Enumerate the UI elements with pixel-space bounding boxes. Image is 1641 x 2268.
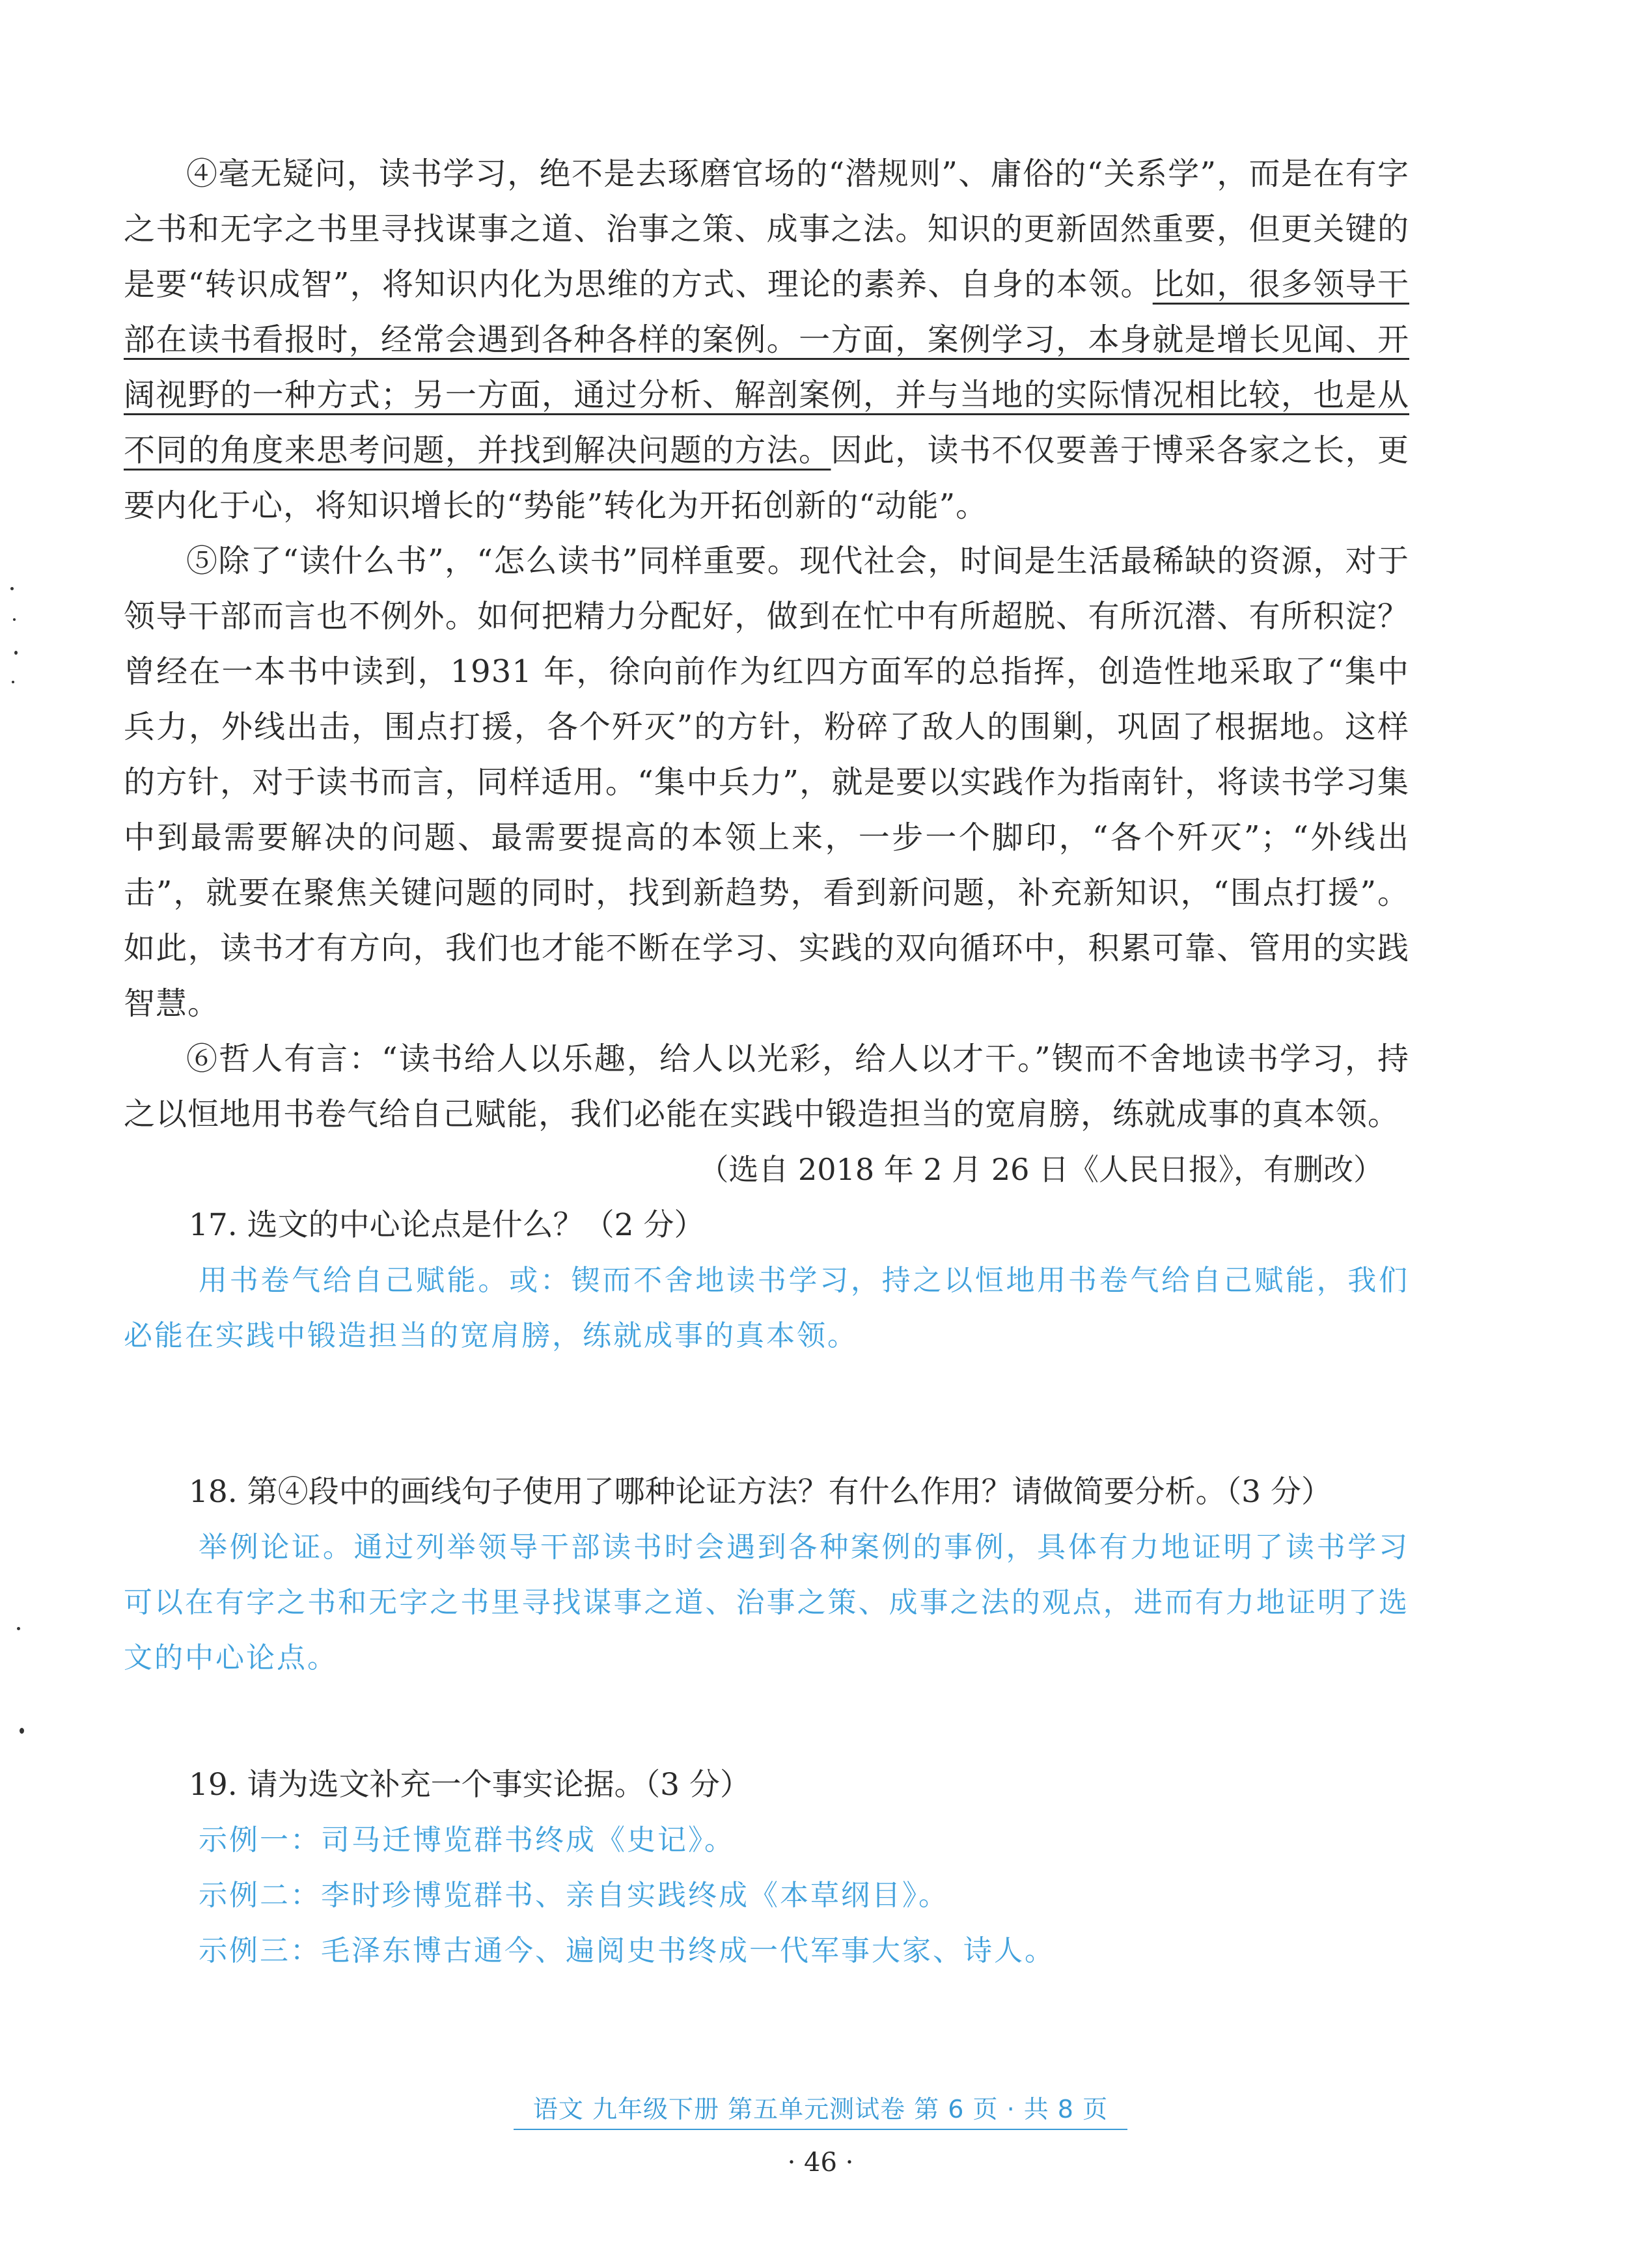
- question-19: 19. 请为选文补充一个事实论据。（3 分）: [189, 1767, 751, 1803]
- paragraph-5: ⑤除了“读什么书”，“怎么读书”同样重要。现代社会，时间是生活最稀缺的资源，对于领导干部而言也不例外。如何把精力分配好，做到在忙中有所超脱、有所沉潜、有所积淀？曾经在一本书中读到，1931 年，徐向前作为红四方面军的总指挥，创造性地采取了“集中兵力，外线出击，围点打援，各个歼灭”的方针，粉碎了敌人的围剿，巩固了根据地。这样的方针，对于读书而言，同样适用。“集中兵力”，就是要以实践作为指南针，将读书学习集中到最需要解决的问题、最需要提高的本领上来，一步一个脚印，“各个歼灭”；“外线出击”，就要在聚焦关键问题的同时，找到新趋势，看到新问题，补充新知识，“围点打援”。如此，读书才有方向，我们也才能不断在学习、实践的双向循环中，积累可靠、管用的实践智慧。: [124, 543, 1409, 1022]
- answer-space: [124, 1363, 1409, 1464]
- document-page: [124, 146, 1409, 1978]
- question-18: 18. 第④段中的画线句子使用了哪种论证方法？有什么作用？请做简要分析。（3 分）: [189, 1474, 1332, 1510]
- scan-speck: [17, 1627, 20, 1630]
- scan-speck: [14, 651, 18, 655]
- scan-speck: [20, 1728, 24, 1734]
- answer-space: [124, 1686, 1409, 1757]
- footer-info: 语文 九年级下册 第五单元测试卷 第 6 页 · 共 8 页: [514, 2089, 1127, 2130]
- answer-19-example-3: 示例三：毛泽东博古通今、遍阅史书终成一代军事大家、诗人。: [199, 1934, 1055, 1967]
- answer-19-example-2: 示例二：李时珍博览群书、亲自实践终成《本草纲目》。: [199, 1879, 949, 1912]
- underlined-sentence: 比如，很多领导干部在读书看报时，经常会遇到各种各样的案例。一方面，案例学习，本身就是增长见闻、开阔视野的一种方式；另一方面，通过分析、解剖案例，并与当地的实际情况相比较，也是从不同的角度来思考问题，并找到解决问题的方法。: [124, 266, 1409, 469]
- paragraph-6: ⑥哲人有言：“读书给人以乐趣，给人以光彩，给人以才干。”锲而不舍地读书学习，持之以恒地用书卷气给自己赋能，我们必能在实践中锻造担当的宽肩膀，练就成事的真本领。: [124, 1041, 1409, 1132]
- paragraph-4: [124, 146, 1409, 534]
- scan-speck: [12, 681, 14, 683]
- question-17: 17. 选文的中心论点是什么？（2 分）: [189, 1207, 705, 1243]
- answer-18: 举例论证。通过列举领导干部读书时会遇到各种案例的事例，具体有力地证明了读书学习可以在有字之书和无字之书里寻找谋事之道、治事之策、成事之法的观点，进而有力地证明了选文的中心论点。: [124, 1531, 1409, 1674]
- source-citation: （选自 2018 年 2 月 26 日《人民日报》，有删改）: [698, 1152, 1383, 1187]
- paragraph-4-text-end: 因此，读书不仅要善于博采各家之长，更要内化于心，将知识增长的“势能”转化为开拓创新的“动能”。: [124, 432, 1409, 524]
- answer-17: 用书卷气给自己赋能。或：锲而不舍地读书学习，持之以恒地用书卷气给自己赋能，我们必能在实践中锻造担当的宽肩膀，练就成事的真本领。: [124, 1264, 1409, 1352]
- paragraph-4-text: ④毫无疑问，读书学习，绝不是去琢磨官场的“潜规则”、庸俗的“关系学”，而是在有字之书和无字之书里寻找谋事之道、治事之策、成事之法。知识的更新固然重要，但更关键的是要“转识成智”，将知识内化为思维的方式、理论的素养、自身的本领。: [124, 156, 1409, 303]
- page-number: · 46 ·: [787, 2148, 854, 2178]
- scan-speck: [10, 587, 14, 590]
- answer-19-example-1: 示例一：司马迁博览群书终成《史记》。: [199, 1824, 735, 1857]
- page-footer: [0, 2089, 1641, 2130]
- scan-speck: [13, 618, 16, 621]
